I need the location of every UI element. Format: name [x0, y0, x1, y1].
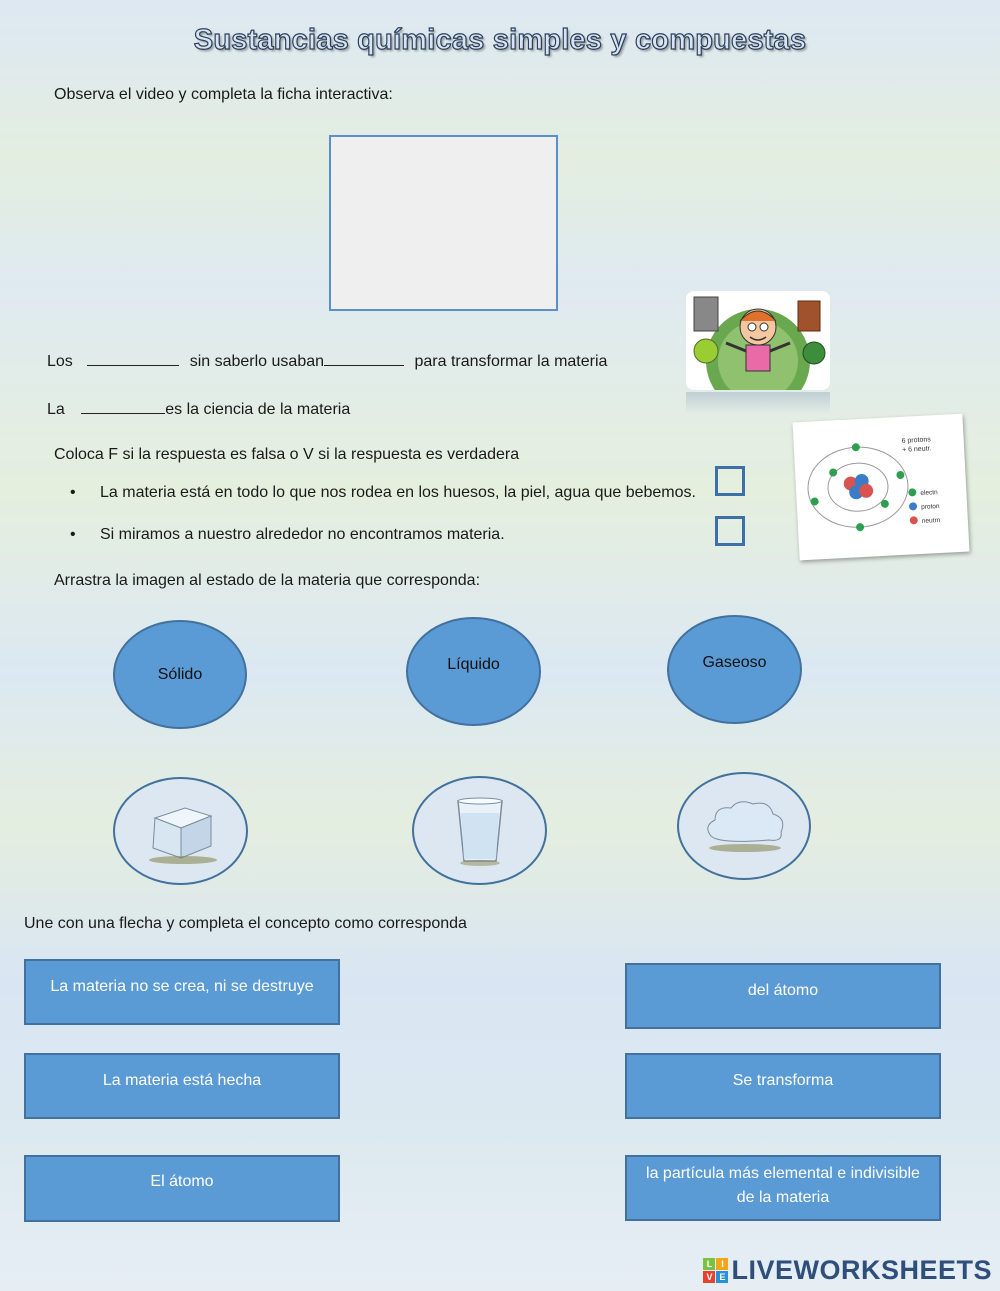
- legend-proton: proton: [920, 502, 940, 511]
- match-left-1[interactable]: [24, 959, 340, 1025]
- brand-badge-letter: E: [716, 1271, 728, 1283]
- cloud-vapor-icon: [699, 796, 789, 856]
- brand-badge-icon: [703, 1258, 728, 1283]
- bullet-icon: •: [70, 484, 76, 501]
- match-left-3-label: El átomo: [150, 1173, 214, 1190]
- blank-input-3[interactable]: [81, 399, 165, 414]
- fill-line-2-end: es la ciencia de la materia: [165, 401, 351, 418]
- draggable-vapor[interactable]: [677, 772, 811, 880]
- match-right-3-label: la partícula más elemental e indivisible de la materia: [646, 1165, 920, 1206]
- match-right-1[interactable]: [625, 963, 941, 1029]
- water-glass-icon: [450, 795, 510, 867]
- liveworksheets-logo: [703, 1255, 992, 1286]
- match-left-2-label: La materia está hecha: [102, 1072, 262, 1089]
- brand-name: LIVEWORKSHEETS: [731, 1255, 992, 1285]
- brand-badge-letter: V: [703, 1271, 715, 1283]
- draggable-water[interactable]: [412, 776, 547, 885]
- draggable-ice[interactable]: [113, 777, 248, 885]
- atom-diagram-image: [793, 414, 970, 561]
- true-false-instruction: Coloca F si la respuesta es falsa o V si la respuesta es verdadera: [54, 446, 520, 463]
- atom-legend-line1: 6 protons: [901, 436, 931, 445]
- match-left-1-label: La materia no se crea, ni se destruye: [50, 978, 314, 995]
- state-label-gas: Gaseoso: [702, 653, 767, 671]
- atom-icon: [793, 414, 970, 561]
- statement-1: La materia está en todo lo que nos rodea en los huesos, la piel, agua que bebemos.: [100, 484, 696, 501]
- blank-input-1[interactable]: [87, 351, 179, 366]
- ice-cube-icon: [141, 796, 221, 866]
- fill-line-1-start: Los: [47, 353, 73, 370]
- statement-2: Si miramos a nuestro alrededor no encontramos materia.: [100, 526, 505, 543]
- fill-line-2: [47, 399, 350, 419]
- state-label-liquid: Líquido: [447, 655, 500, 673]
- answer-box-2[interactable]: [715, 516, 745, 546]
- video-player[interactable]: [329, 135, 558, 311]
- bullet-icon: •: [70, 526, 76, 543]
- fill-line-1-middle: sin saberlo usaban: [189, 353, 325, 370]
- video-instruction: Observa el video y completa la ficha interactiva:: [54, 86, 393, 103]
- fill-line-1-end: para transformar la materia: [414, 353, 608, 370]
- legend-electron: electn: [920, 489, 938, 497]
- match-right-3[interactable]: [625, 1155, 941, 1221]
- answer-box-1[interactable]: [715, 466, 745, 496]
- kids-earth-illustration: [686, 291, 830, 390]
- fill-line-2-start: La: [47, 401, 65, 418]
- page-title: Sustancias químicas simples y compuestas: [193, 24, 807, 56]
- drop-target-solid[interactable]: [113, 620, 247, 729]
- brand-badge-letter: L: [703, 1258, 715, 1270]
- match-left-3[interactable]: [24, 1155, 340, 1222]
- match-right-2-label: Se transforma: [732, 1072, 834, 1089]
- match-right-1-label: del átomo: [747, 982, 819, 999]
- illustration-reflection: [686, 392, 830, 414]
- legend-neutron: neutrn: [921, 516, 941, 525]
- drop-target-liquid[interactable]: [406, 617, 541, 726]
- blank-input-2[interactable]: [324, 351, 404, 366]
- fill-line-1: [47, 351, 607, 371]
- drop-target-gas[interactable]: [667, 615, 802, 724]
- brand-badge-letter: I: [716, 1258, 728, 1270]
- match-left-2[interactable]: [24, 1053, 340, 1119]
- atom-legend-line2: + 6 neutr.: [901, 445, 932, 454]
- state-label-solid: Sólido: [157, 665, 203, 683]
- match-right-2[interactable]: [625, 1053, 941, 1119]
- match-instruction: Une con una flecha y completa el concepto como corresponda: [24, 915, 467, 932]
- states-instruction: Arrastra la imagen al estado de la materia que corresponda:: [54, 572, 481, 589]
